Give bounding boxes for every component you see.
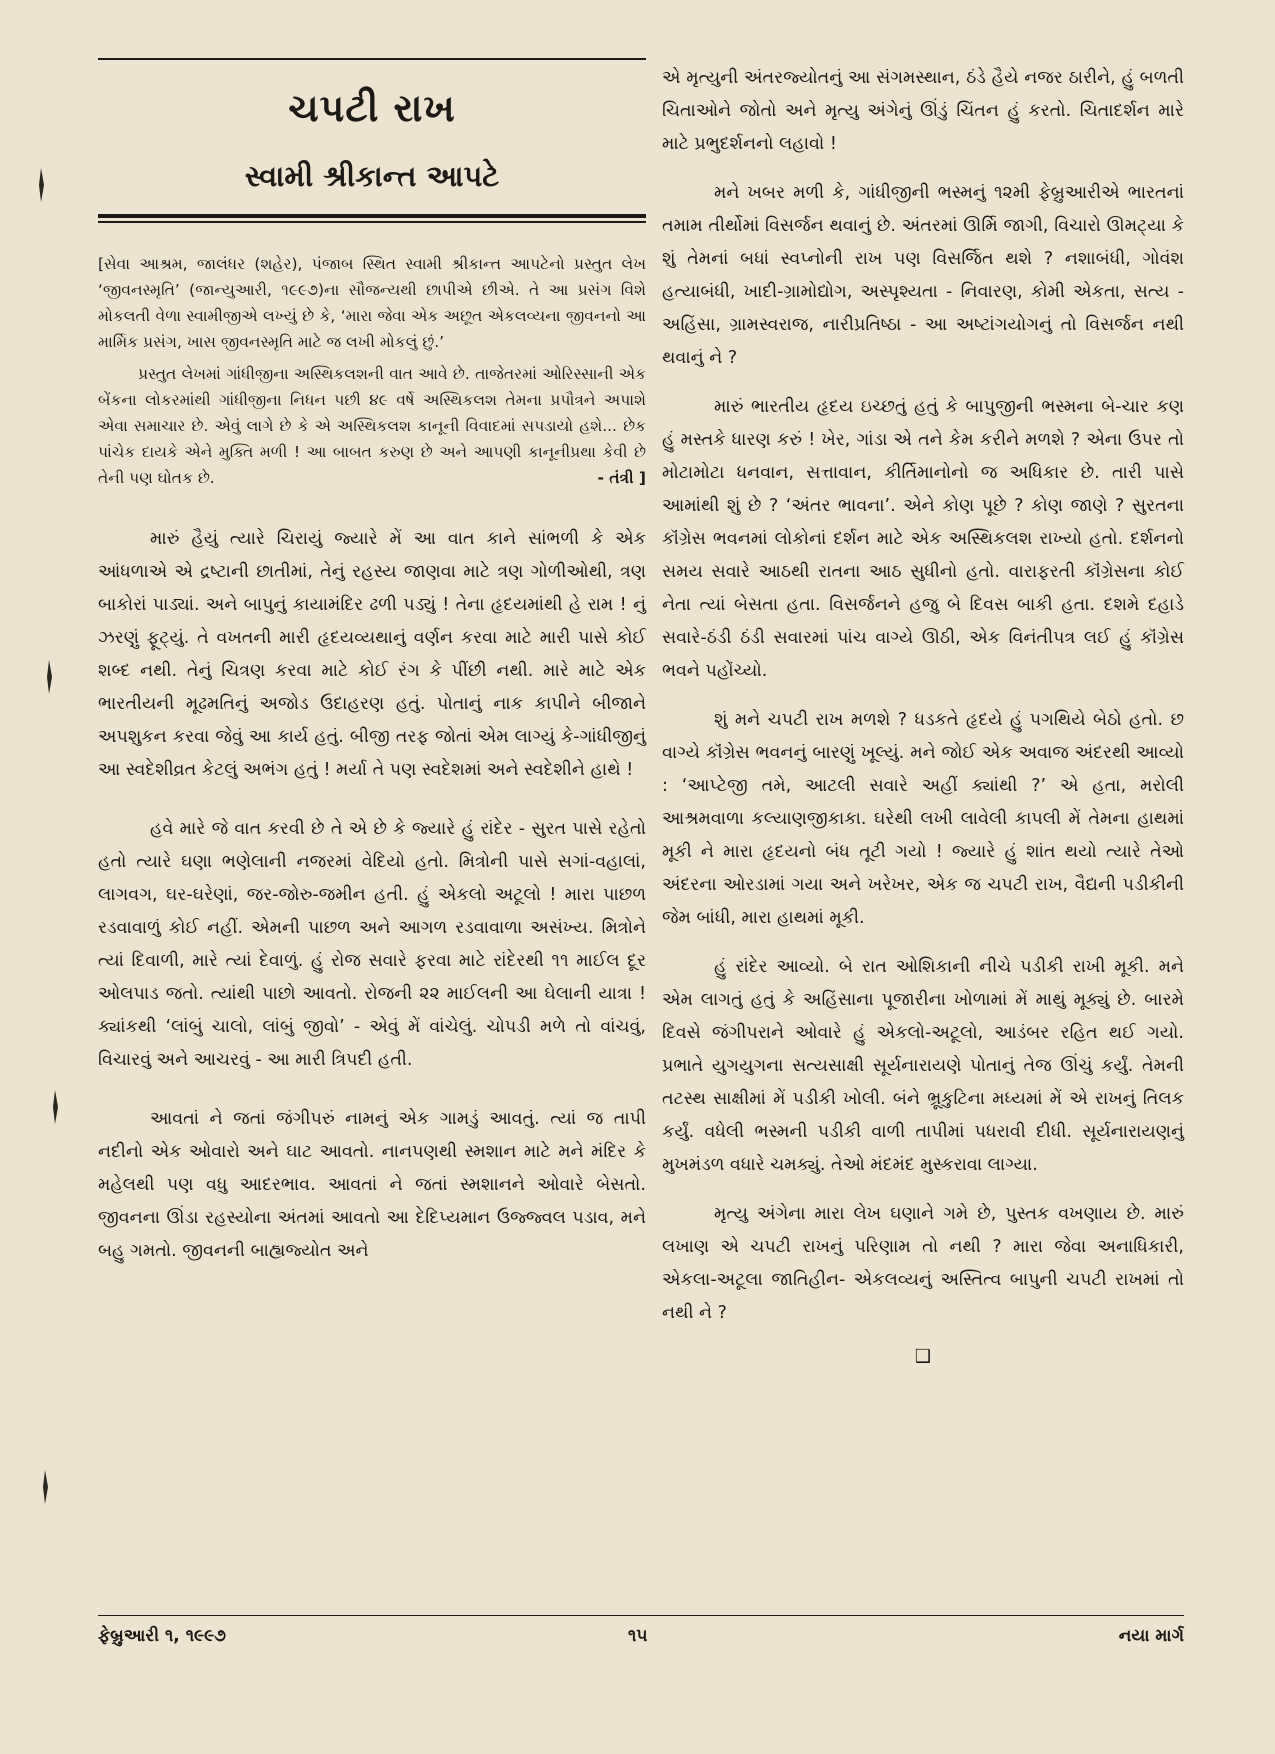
editor-signature: - તંત્રી ] <box>597 469 646 487</box>
body-paragraph: હવે મારે જે વાત કરવી છે તે એ છે કે જ્યારે હું રાંદેર - સુરત પાસે રહેતો હતો ત્યારે ઘણા ભણેલાની નજરમાં વેદિયો હતો. મિત્રોની પાસે સગાં-વહાલાં, લાગવગ, ઘર-ઘરેણાં, જર-જોરુ-જમીન હતી. હું એકલો અટૂલો ! મારા પાછળ રડવાવાળું કોઈ નહીં. એમની પાછળ અને આગળ રડવાવાળા અસંખ્ય. મિત્રોને ત્યાં દિવાળી, મારે ત્યાં દેવાળું. હું રોજ સવારે ફરવા માટે રાંદેરથી ૧૧ માઈલ દૂર ઓલપાડ જતો. ત્યાંથી પાછો આવતો. રોજની ૨૨ માઈલની આ ઘેલાની યાત્રા ! ક્યાંકથી ‘લાંબું ચાલો, લાંબું જીવો’ - એવું મેં વાંચેલું. ચોપડી મળે તો વાંચવું, વિચારવું અને આચરવું - આ મારી ત્રિપદી હતી. <box>98 819 646 1070</box>
binding-hole-mark <box>36 168 46 202</box>
body-paragraph: મારું હૈયું ત્યારે ચિરાયું જ્યારે મેં આ વાત કાને સાંભળી કે એક આંધળાએ એ દ્રષ્ટાની છાતીમાં, તેનું રહસ્ય જાણવા માટે ત્રણ ગોળીઓથી, ત્રણ બાકોરાં પાડ્યાં. અને બાપુનું કાયામંદિર ઢળી પડ્યું ! તેના હૃદયમાંથી હે રામ ! નું ઝરણું ફૂટ્યું. તે વખતની મારી હૃદયવ્યથાનું વર્ણન કરવા માટે મારી પાસે કોઈ શબ્દ નથી. તેનું ચિત્રણ કરવા માટે કોઈ રંગ કે પીંછી નથી. મારે માટે એક ભારતીયની મૂઢમતિનું અજોડ ઉદાહરણ હતું. પોતાનું નાક કાપીને બીજાને અપશુકન કરવા જેવું આ કાર્ય હતું. બીજી તરફ જોતાં એમ લાગ્યું કે-ગાંધીજીનું આ સ્વદેશીવ્રત કેટલું અભંગ હતું ! મર્યા તે પણ સ્વદેશમાં અને સ્વદેશીને હાથે ! <box>98 529 646 780</box>
left-column <box>98 58 646 1268</box>
intro-paragraph <box>98 361 646 491</box>
binding-hole-mark <box>50 1090 60 1124</box>
footer-rule <box>98 1615 1184 1616</box>
page-number: ૧૫ <box>628 1626 648 1646</box>
end-of-article-icon: ❑ <box>914 1346 932 1367</box>
top-rule <box>98 58 646 60</box>
intro-paragraph: [સેવા આશ્રમ, જાલંધર (શહેર), પંજાબ સ્થિત સ્વામી શ્રીકાન્ત આપટેનો પ્રસ્તુત લેખ ‘જીવનસ્મૃતિ’ (જાન્યુઆરી, ૧૯૯૭)ના સૌજન્યથી છાપીએ છીએ. તે આ પ્રસંગ વિશે મોકલતી વેળા સ્વામીજીએ લખ્યું છે કે, ‘મારા જેવા એક અછૂત એકલવ્યના જીવનનો આ માર્મિક પ્રસંગ, ખાસ જીવનસ્મૃતિ માટે જ લખી મોકલું છું.’ <box>98 255 646 351</box>
intro-text: પ્રસ્તુત લેખમાં ગાંધીજીના અસ્થિકલશની વાત આવે છે. તાજેતરમાં ઓરિસ્સાની એક બેંકના લોકરમાંથી ગાંધીજીના નિધન પછી ૪૯ વર્ષે અસ્થિકલશ તેમના પ્રપૌત્રને અપાશે એવા સમાચાર છે. એવું લાગે છે કે એ અસ્થિકલશ કાનૂની વિવાદમાં સપડાયો હશે... છેક પાંચેક દાયકે એને મુક્તિ મળી ! આ બાબત કરુણ છે અને આપણી કાનૂનીપ્રથા કેવી છે તેની પણ ઘોતક છે. <box>98 365 646 487</box>
binding-hole-mark <box>40 1470 50 1504</box>
body-paragraph: હું રાંદેર આવ્યો. બે રાત ઓશિકાની નીચે પડીકી રાખી મૂકી. મને એમ લાગતું હતું કે અહિંસાના પૂજારીના ખોળામાં મેં માથું મૂક્યું છે. બારમે દિવસે જંગીપરાને ઓવારે હું એકલો-અટૂલો, આડંબર રહિત થઈ ગયો. પ્રભાતે યુગયુગના સત્યસાક્ષી સૂર્યનારાયણે પોતાનું તેજ ઊંચું કર્યું. તેમની તટસ્થ સાક્ષીમાં મેં પડીકી ખોલી. બંને ભ્રૂકુટિના મધ્યમાં મેં એ રાખનું તિલક કર્યું. વધેલી ભસ્મની પડીકી વાળી તાપીમાં પધરાવી દીધી. સૂર્યનારાયણનું મુખમંડળ વધારે ચમક્યું. તેઓ મંદમંદ મુસ્કરાવા લાગ્યા. <box>662 957 1184 1175</box>
binding-hole-mark <box>44 660 54 694</box>
title-rule-thin <box>98 221 646 223</box>
body-paragraph: મૃત્યુ અંગેના મારા લેખ ઘણાને ગમે છે, પુસ્તક વખણાય છે. મારું લખાણ એ ચપટી રાખનું પરિણામ તો નથી ? મારા જેવા અનાધિકારી, એકલા-અટૂલા જાતિહીન- એકલવ્યનું અસ્તિત્વ બાપુની ચપટી રાખમાં તો નથી ને ? <box>662 1204 1184 1323</box>
publication-name: નયા માર્ગ <box>1118 1626 1184 1646</box>
body-paragraph: મારું ભારતીય હૃદય ઇચ્છતું હતું કે બાપુજીની ભસ્મના બે-ચાર કણ હું મસ્તકે ધારણ કરું ! ખેર, ગાંડા એ તને કેમ કરીને મળશે ? એના ઉપર તો મોટામોટા ધનવાન, સત્તાવાન, કીર્તિમાનોનો જ અધિકાર છે. તારી પાસે આમાંથી શું છે ? ‘અંતર ભાવના’. એને કોણ પૂછે ? કોણ જાણે ? સુરતના કૉંગ્રેસ ભવનમાં લોકોનાં દર્શન માટે એક અસ્થિકલશ રાખ્યો હતો. દર્શનનો સમય સવારે આઠથી રાતના આઠ સુધીનો હતો. વારાફરતી કૉંગ્રેસના કોઈ નેતા ત્યાં બેસતા હતા. વિસર્જનને હજુ બે દિવસ બાકી હતા. દશમે દહાડે સવારે-ઠંડી ઠંડી સવારમાં પાંચ વાગ્યે ઊઠી, એક વિનંતીપત્ર લઈ હું કૉંગ્રેસ ભવને પહોંચ્યો. <box>662 397 1184 681</box>
right-column <box>662 62 1184 1367</box>
body-paragraph: મને ખબર મળી કે, ગાંધીજીની ભસ્મનું ૧૨મી ફેબ્રુઆરીએ ભારતનાં તમામ તીર્થોમાં વિસર્જન થવાનું છે. અંતરમાં ઊર્મિ જાગી, વિચારો ઊમટ્યા કે શું તેમનાં બધાં સ્વપ્નોની રાખ પણ વિસર્જિત થશે ? નશાબંધી, ગોવંશ હત્યાબંધી, ખાદી-ગ્રામોદ્યોગ, અસ્પૃશ્યતા - નિવારણ, કોમી એકતા, સત્ય - અહિંસા, ગ્રામસ્વરાજ, નારીપ્રતિષ્ઠા - આ અષ્ટાંગયોગનું તો વિસર્જન નથી થવાનું ને ? <box>662 183 1184 368</box>
continued-paragraph: એ મૃત્યુની અંતરજ્યોતનું આ સંગમસ્થાન, ઠંડે હૈયે નજર ઠારીને, હું બળતી ચિતાઓને જોતો અને મૃત્યુ અંગેનું ઊંડું ચિંતન હું કરતો. ચિતાદર્શન મારે માટે પ્રભુદર્શનનો લહાવો ! <box>662 68 1184 154</box>
body-paragraph: આવતાં ને જતાં જંગીપરું નામનું એક ગામડું આવતું. ત્યાં જ તાપી નદીનો એક ઓવારો અને ઘાટ આવતો. નાનપણથી સ્મશાન માટે મને મંદિર કે મહેલથી પણ વધુ આદરભાવ. આવતાં ને જતાં સ્મશાનને ઓવારે બેસતો. જીવનના ઊંડા રહસ્યોના અંતમાં આવતો આ દેદિપ્યમાન ઉજ્જ્વલ પડાવ, મને બહુ ગમતો. જીવનની બાહ્યજ્યોત અને <box>98 1109 646 1261</box>
body-paragraph: શું મને ચપટી રાખ મળશે ? ધડકતે હૃદયે હું પગથિયે બેઠો હતો. છ વાગ્યે કૉંગ્રેસ ભવનનું બારણું ખૂલ્યું. મને જોઈ એક અવાજ અંદરથી આવ્યો : ‘આપ્ટેજી તમે, આટલી સવારે અહીં ક્યાંથી ?’ એ હતા, મરોલી આશ્રમવાળા કલ્યાણજીકાકા. ઘરેથી લખી લાવેલી કાપલી મેં તેમના હાથમાં મૂકી ને મારા હૃદયનો બંધ તૂટી ગયો ! જ્યારે હું શાંત થયો ત્યારે તેઓ અંદરના ઓરડામાં ગયા અને ખરેખર, એક જ ચપટી રાખ, વૈદ્યની પડીકીની જેમ બાંધી, મારા હાથમાં મૂકી. <box>662 710 1184 928</box>
article-author: સ્વામી શ્રીકાન્ત આપટે <box>244 159 500 193</box>
article-title: ચપટી રાખ <box>288 86 456 130</box>
issue-date: ફેબ્રુઆરી ૧, ૧૯૯૭ <box>98 1626 226 1646</box>
editor-intro <box>98 251 646 491</box>
title-rule-thick <box>98 214 646 218</box>
